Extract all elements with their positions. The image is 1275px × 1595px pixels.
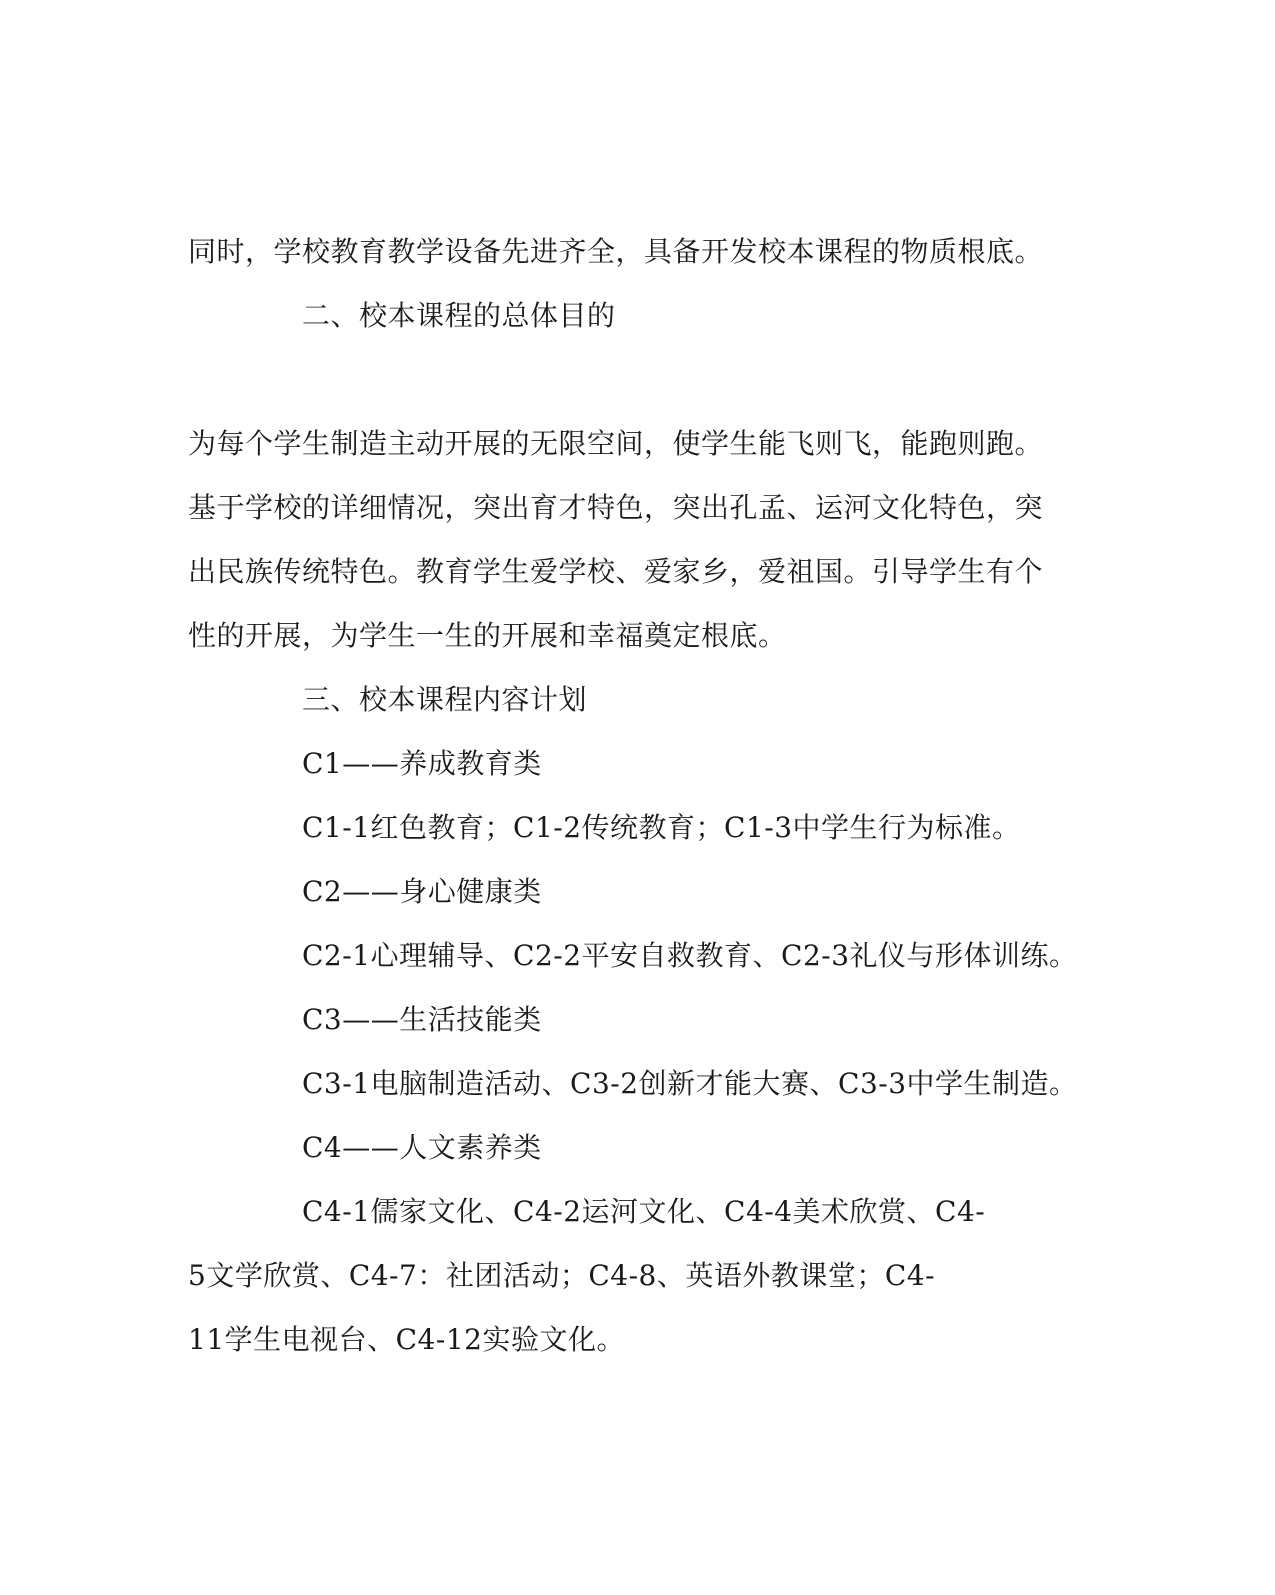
category-items: C4-1儒家文化、C4-2运河文化、C4-4美术欣赏、C4- xyxy=(302,1195,986,1228)
category-items: 11学生电视台、C4-12实验文化。 xyxy=(188,1323,625,1356)
paragraph-line: 为每个学生制造主动开展的无限空间，使学生能飞则飞，能跑则跑。 xyxy=(188,427,1044,460)
category-heading: C3——生活技能类 xyxy=(302,1003,542,1036)
paragraph-line: 出民族传统特色。教育学生爱学校、爱家乡，爱祖国。引导学生有个 xyxy=(188,555,1044,588)
paragraph-line: 同时，学校教育教学设备先进齐全，具备开发校本课程的物质根底。 xyxy=(188,235,1044,268)
section-heading: 三、校本课程内容计划 xyxy=(302,683,588,716)
category-items: 5文学欣赏、C4-7：社团活动；C4-8、英语外教课堂；C4- xyxy=(188,1259,936,1292)
category-items: C1-1红色教育；C1-2传统教育；C1-3中学生行为标准。 xyxy=(302,811,1021,844)
category-heading: C4——人文素养类 xyxy=(302,1131,542,1164)
category-heading: C2——身心健康类 xyxy=(302,875,542,908)
category-heading: C1——养成教育类 xyxy=(302,747,542,780)
paragraph-line: 基于学校的详细情况，突出育才特色，突出孔孟、运河文化特色，突 xyxy=(188,491,1044,524)
section-heading: 二、校本课程的总体目的 xyxy=(302,299,616,332)
paragraph-line: 性的开展，为学生一生的开展和幸福奠定根底。 xyxy=(188,619,787,652)
category-items: C2-1心理辅导、C2-2平安自救教育、C2-3礼仪与形体训练。 xyxy=(302,939,1078,972)
category-items: C3-1电脑制造活动、C3-2创新才能大赛、C3-3中学生制造。 xyxy=(302,1067,1078,1100)
